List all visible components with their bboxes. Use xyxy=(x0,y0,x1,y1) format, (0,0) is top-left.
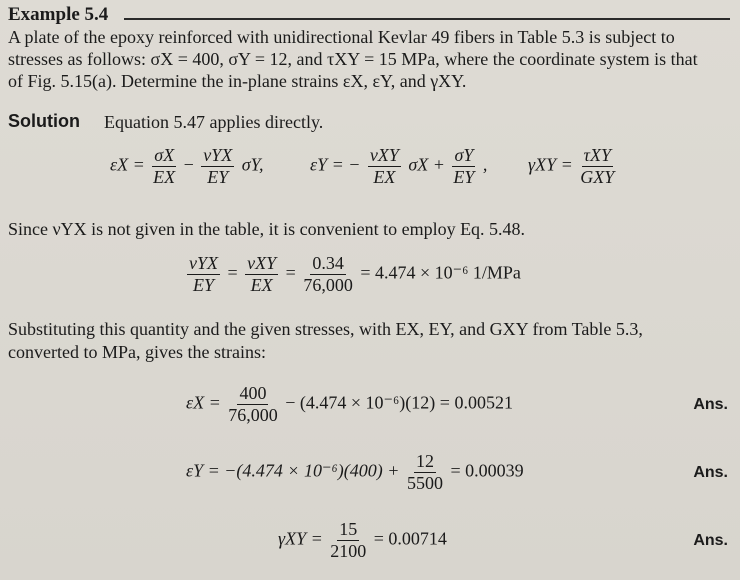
eq547-gxy-lhs: γXY = xyxy=(528,154,573,175)
frac-denominator: 2100 xyxy=(330,541,367,561)
strain-g-rest: = 0.00714 xyxy=(373,528,447,549)
eq548-equals-1: = xyxy=(227,262,238,283)
eq547-ex-frac2 xyxy=(201,146,234,187)
frac-denominator: 76,000 xyxy=(228,405,278,425)
frac-numerator: νXY xyxy=(369,145,399,165)
eq548-frac3 xyxy=(303,254,353,295)
strain-epsilon-y xyxy=(186,452,524,493)
strain-ey-lhs: εY = −(4.474 × 10⁻⁶)(400) + xyxy=(186,460,400,481)
answer-label-1: Ans. xyxy=(693,396,728,413)
eq547-ey-frac2 xyxy=(452,146,475,187)
strain-epsilon-x xyxy=(186,384,513,425)
strain-ex-lhs: εX = xyxy=(186,392,221,413)
eq547-epsilon-x xyxy=(110,146,264,187)
frac-denominator: 76,000 xyxy=(303,275,353,295)
strain-ey-rest: = 0.00039 xyxy=(450,460,524,481)
frac-numerator: 15 xyxy=(339,519,358,539)
eq547-gamma-xy xyxy=(528,146,617,187)
strain-ey-frac xyxy=(407,452,443,493)
problem-line-3: of Fig. 5.15(a). Determine the in-plane strains εX, εY, and γXY. xyxy=(8,71,467,91)
frac-denominator: EX xyxy=(250,275,273,295)
frac-numerator: 12 xyxy=(415,451,434,471)
eq548-equals-2: = xyxy=(285,262,296,283)
frac-denominator: EY xyxy=(207,167,229,187)
text-line-substituting-2: converted to MPa, gives the strains: xyxy=(8,342,266,362)
strain-g-lhs: γXY = xyxy=(278,528,323,549)
eq547-ey-lhs: εY = − xyxy=(310,154,361,175)
eq547-epsilon-y xyxy=(310,146,487,187)
eq547-ey-frac1 xyxy=(368,146,401,187)
frac-denominator: EY xyxy=(192,275,214,295)
frac-denominator: GXY xyxy=(580,167,615,187)
eq548-frac1 xyxy=(187,254,220,295)
frac-denominator: EY xyxy=(453,167,475,187)
strain-gamma-xy xyxy=(278,520,447,561)
solution-intro: Equation 5.47 applies directly. xyxy=(104,112,324,132)
frac-denominator: EX xyxy=(373,167,396,187)
answer-label-3: Ans. xyxy=(693,532,728,549)
title-rule xyxy=(124,18,730,20)
frac-denominator: EX xyxy=(153,167,176,187)
strain-ex-rest: − (4.474 × 10⁻⁶)(12) = 0.00521 xyxy=(285,392,513,413)
solution-heading: Solution xyxy=(8,111,80,131)
frac-numerator: νYX xyxy=(189,253,218,273)
frac-numerator: τXY xyxy=(583,145,611,165)
eq547-ey-mid: σX + xyxy=(408,154,445,175)
problem-line-1: A plate of the epoxy reinforced with unidirectional Kevlar 49 fibers in Table 5.3 is subject to xyxy=(8,27,675,47)
frac-numerator: σY xyxy=(454,145,474,165)
eq548-frac2 xyxy=(245,254,278,295)
frac-numerator: νXY xyxy=(247,253,277,273)
problem-line-2: stresses as follows: σX = 400, σY = 12, and τXY = 15 MPa, where the coordinate system is that xyxy=(8,49,698,69)
eq547-ey-tail: , xyxy=(482,154,488,175)
frac-numerator: 0.34 xyxy=(312,253,344,273)
text-line-nu-yx: Since νYX is not given in the table, it is convenient to employ Eq. 5.48. xyxy=(8,219,526,239)
frac-numerator: νYX xyxy=(203,145,233,165)
strain-ex-frac xyxy=(228,384,278,425)
eq547-ex-tail: σY, xyxy=(241,154,264,175)
eq548-result: = 4.474 × 10⁻⁶ 1/MPa xyxy=(360,262,521,283)
eq548 xyxy=(184,254,521,295)
frac-numerator: 400 xyxy=(239,383,267,403)
strain-g-frac xyxy=(330,520,366,561)
eq547-gxy-frac xyxy=(580,146,614,187)
eq547-ex-frac1 xyxy=(152,146,176,187)
eq547-ex-lhs: εX = xyxy=(110,154,145,175)
frac-numerator: σX xyxy=(154,145,175,165)
text-line-substituting-1: Substituting this quantity and the given stresses, with EX, EY, and GXY from Table 5.3, xyxy=(8,319,643,339)
answer-label-2: Ans. xyxy=(693,464,728,481)
example-title: Example 5.4 xyxy=(8,4,109,25)
frac-denominator: 5500 xyxy=(406,473,443,493)
eq547-ex-minus: − xyxy=(183,154,194,175)
